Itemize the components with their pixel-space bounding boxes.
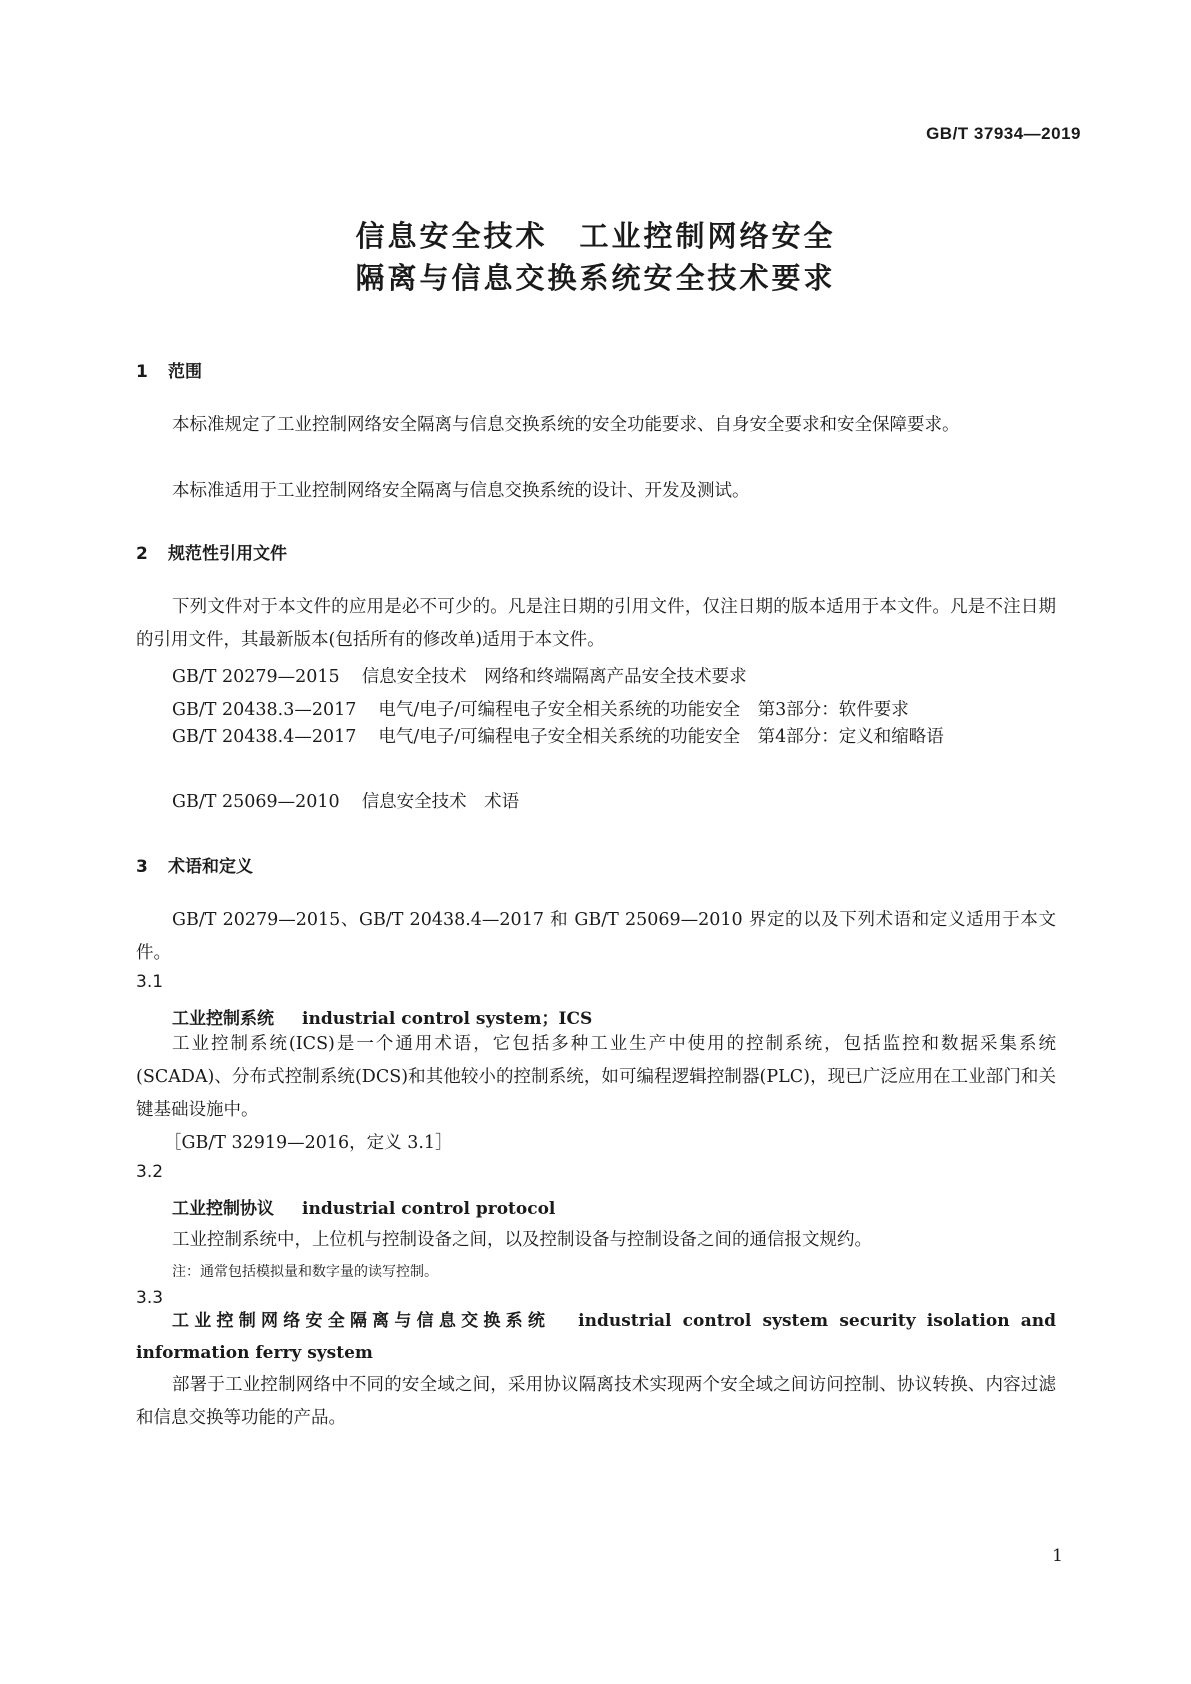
document-title-line1: 信息安全技术 工业控制网络安全 xyxy=(355,219,836,253)
term-heading xyxy=(136,1305,1056,1369)
reference-code: GB/T 20438.4—2017 xyxy=(172,727,357,747)
reference-item xyxy=(172,788,519,813)
term-heading xyxy=(172,1194,555,1219)
reference-code: GB/T 25069—2010 xyxy=(172,792,340,812)
scope-paragraph-2: 本标准适用于工业控制网络安全隔离与信息交换系统的设计、开发及测试。 xyxy=(172,481,750,501)
section-number: 1 xyxy=(136,362,148,382)
section-title: 规范性引用文件 xyxy=(168,544,287,564)
term-zh: 工业控制协议 xyxy=(172,1199,274,1219)
scope-paragraph-1: 本标准规定了工业控制网络安全隔离与信息交换系统的安全功能要求、自身安全要求和安全保障要求。 xyxy=(172,415,960,435)
page-number: 1 xyxy=(1052,1546,1063,1566)
term-number: 3.2 xyxy=(136,1162,164,1182)
section-number: 2 xyxy=(136,544,148,564)
reference-item xyxy=(172,663,747,688)
standard-code: GB/T 37934—2019 xyxy=(926,124,1081,143)
reference-code: GB/T 20279—2015 xyxy=(172,667,340,687)
term-definition: 工业控制系统中，上位机与控制设备之间，以及控制设备与控制设备之间的通信报文规约。 xyxy=(172,1230,872,1250)
section-number: 3 xyxy=(136,857,148,877)
section-3-heading xyxy=(136,852,253,877)
term-en: industrial control system；ICS xyxy=(302,1009,593,1029)
term-definition: 工业控制系统(ICS)是一个通用术语，它包括多种工业生产中使用的控制系统，包括监控和数据采集系统(SCADA)、分布式控制系统(DCS)和其他较小的控制系统，如可编程逻辑控制器(PLC)，现已广泛应用在工业部门和关键基础设施中。 xyxy=(136,1034,1056,1120)
reference-code: GB/T 20438.3—2017 xyxy=(172,700,357,720)
document-title-line2: 隔离与信息交换系统安全技术要求 xyxy=(355,261,836,295)
reference-title: 电气/电子/可编程电子安全相关系统的功能安全 第4部分：定义和缩略语 xyxy=(378,727,944,747)
section-title: 术语和定义 xyxy=(168,857,253,877)
term-en: industrial control system security isolation and information ferry system xyxy=(136,1311,1057,1363)
section-title: 范围 xyxy=(168,362,202,382)
terms-intro: GB/T 20279—2015、GB/T 20438.4—2017 和 GB/T 25069—2010 界定的以及下列术语和定义适用于本文件。 xyxy=(136,910,1056,963)
reference-title: 电气/电子/可编程电子安全相关系统的功能安全 第3部分：软件要求 xyxy=(378,700,909,720)
term-number: 3.1 xyxy=(136,972,164,992)
section-2-heading xyxy=(136,539,287,564)
reference-item xyxy=(136,721,1056,754)
term-zh: 工业控制系统 xyxy=(172,1009,274,1029)
term-note: 注：通常包括模拟量和数字量的读写控制。 xyxy=(172,1264,438,1280)
reference-title: 信息安全技术 网络和终端隔离产品安全技术要求 xyxy=(361,667,747,687)
term-zh: 工业控制网络安全隔离与信息交换系统 xyxy=(172,1311,551,1331)
reference-title: 信息安全技术 术语 xyxy=(361,792,520,812)
section-1-heading xyxy=(136,357,202,382)
term-number: 3.3 xyxy=(136,1288,164,1308)
term-definition: 部署于工业控制网络中不同的安全域之间，采用协议隔离技术实现两个安全域之间访问控制、协议转换、内容过滤和信息交换等功能的产品。 xyxy=(136,1375,1056,1428)
references-intro: 下列文件对于本文件的应用是必不可少的。凡是注日期的引用文件，仅注日期的版本适用于本文件。凡是不注日期的引用文件，其最新版本(包括所有的修改单)适用于本文件。 xyxy=(136,597,1056,650)
term-en: industrial control protocol xyxy=(302,1199,556,1219)
term-source: ［GB/T 32919—2016，定义 3.1］ xyxy=(164,1133,453,1153)
term-heading xyxy=(172,1004,592,1029)
reference-item xyxy=(172,696,909,721)
